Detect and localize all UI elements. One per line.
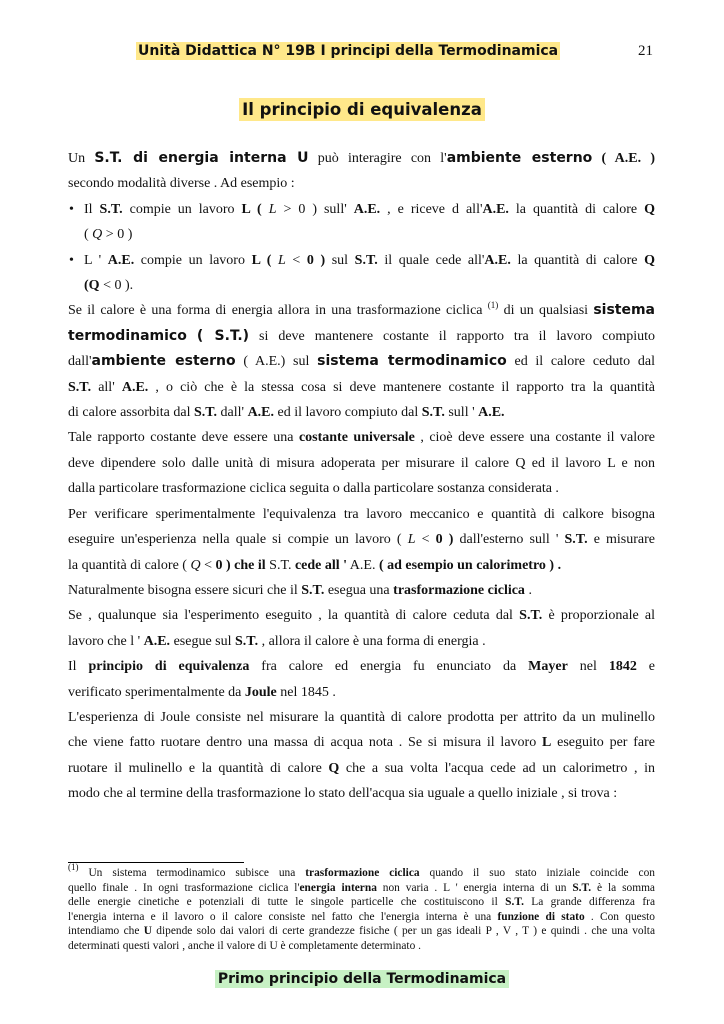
text-line: Il principio di equivalenza fra calore ed energia fu enunciato da Mayer nel 1842 e xyxy=(68,659,655,675)
footnote-line: delle energie cinetiche e potenziali di tutte le singole particelle che costituiscono il S.T. La grande differenza fra xyxy=(68,896,655,909)
footnote-line: determinati questi valori , anche il valore di U è completamente determinato . xyxy=(68,939,421,952)
text-line: ruotare il mulinello e la quantità di calore Q che a sua volta l'acqua cede ad un calorimetro , in xyxy=(68,760,655,776)
text-line: Un S.T. di energia interna U può interagire con l'ambiente esterno ( A.E. ) xyxy=(68,150,656,166)
page-footer xyxy=(0,970,724,988)
header-title: Unità Didattica N° 19B I principi della Termodinamica xyxy=(138,43,559,59)
footnote-line: intendiamo che U dipende solo dai valori di certe grandezze fisiche ( per un gas ideali P , V , T ) e quindi . che una volta xyxy=(68,925,655,938)
page-header xyxy=(0,43,724,65)
text-line: che viene fatto ruotare dentro una massa di acqua nota . Se si misura il lavoro L eseguito per fare xyxy=(68,735,655,751)
text-line: Se il calore è una forma di energia allora in una trasformazione ciclica $^{(1)}$ di un qualsiasi sistema xyxy=(68,300,655,319)
footnote xyxy=(68,862,656,954)
text-line: S.T. all' A.E. , o ciò che è la stessa cosa si deve mantenere costante il rapporto tra la quantità xyxy=(68,379,656,395)
section-title-text: Il principio di equivalenza xyxy=(239,98,485,121)
text-line: verificato sperimentalmente da Joule nel 1845 . xyxy=(68,684,336,700)
text-line: eseguire un'esperienza nella quale si compie un lavoro ( L < 0 ) dall'esterno sull ' S.T. e misurare xyxy=(68,532,655,548)
section-title xyxy=(0,100,724,120)
text-line: secondo modalità diverse . Ad esempio : xyxy=(68,176,295,192)
page-number: 21 xyxy=(638,43,653,59)
text-line: dall'ambiente esterno ( A.E.) sul sistema termodinamico ed il calore ceduto dal xyxy=(68,353,656,370)
text-line: deve dipendere solo dalle unità di misura adoperata per misurare il calore Q ed il lavoro L e non xyxy=(68,455,655,471)
footer-title: Primo principio della Termodinamica xyxy=(215,970,509,988)
text-line: Per verificare sperimentalmente l'equivalenza tra lavoro meccanico e quantità di calkore bisogna xyxy=(68,506,655,522)
text-line: dalla particolare trasformazione ciclica seguita o dalla particolare sostanza considerata . xyxy=(68,481,559,497)
text-line: Tale rapporto costante deve essere una costante universale , cioè deve essere una costante il valore xyxy=(68,430,656,446)
text-line: L'esperienza di Joule consiste nel misurare la quantità di calore prodotta per attrito da un mulinello xyxy=(68,709,655,725)
text-line: Naturalmente bisogna essere sicuri che il S.T. esegua una trasformazione ciclica . xyxy=(68,582,532,598)
footnote-line: quello finale . In ogni trasformazione ciclica l'energia interna non varia . L ' energia interna di un S.T. è la somma xyxy=(68,881,655,894)
text-line: la quantità di calore ( Q < 0 ) che il S.T. cede all ' A.E. ( ad esempio un calorimetro ) . xyxy=(68,557,562,573)
text-line: di calore assorbita dal S.T. dall' A.E. ed il lavoro compiuto dal S.T. sull ' A.E. xyxy=(68,405,505,421)
footnote-line: $^{(1)}$ Un sistema termodinamico subisce una trasformazione ciclica quando il suo stato iniziale coincide con xyxy=(68,862,656,879)
text-line: termodinamico ( S.T.) si deve mantenere costante il rapporto tra il lavoro compiuto xyxy=(68,327,655,344)
footnote-divider xyxy=(68,862,244,863)
bullet-item: • L ' A.E. compie un lavoro L ( L < 0 ) sul S.T. il quale cede all'A.E. la quantità di calore Q xyxy=(68,248,655,273)
text-line: Se , qualunque sia l'esperimento eseguito , la quantità di calore ceduta dal S.T. è proporzionale al xyxy=(68,608,655,624)
body-text xyxy=(68,146,655,807)
text-line: modo che al termine della trasformazione lo stato dell'acqua sia uguale a quello iniziale , si trova : xyxy=(68,786,618,802)
text-line: lavoro che l ' A.E. esegue sul S.T. , allora il calore è una forma di energia . xyxy=(68,633,486,649)
text-line: ( Q > 0 ) xyxy=(84,227,133,243)
bullet-item: • Il S.T. compie un lavoro L ( L > 0 ) sull' A.E. , e riceve d all'A.E. la quantità di calore Q xyxy=(68,197,655,222)
footnote-line: l'energia interna e il lavoro o il calore consiste nel fatto che l'energia interna è una funzione di stato . Con questo xyxy=(68,910,655,923)
text-line: (Q < 0 ). xyxy=(84,278,134,294)
